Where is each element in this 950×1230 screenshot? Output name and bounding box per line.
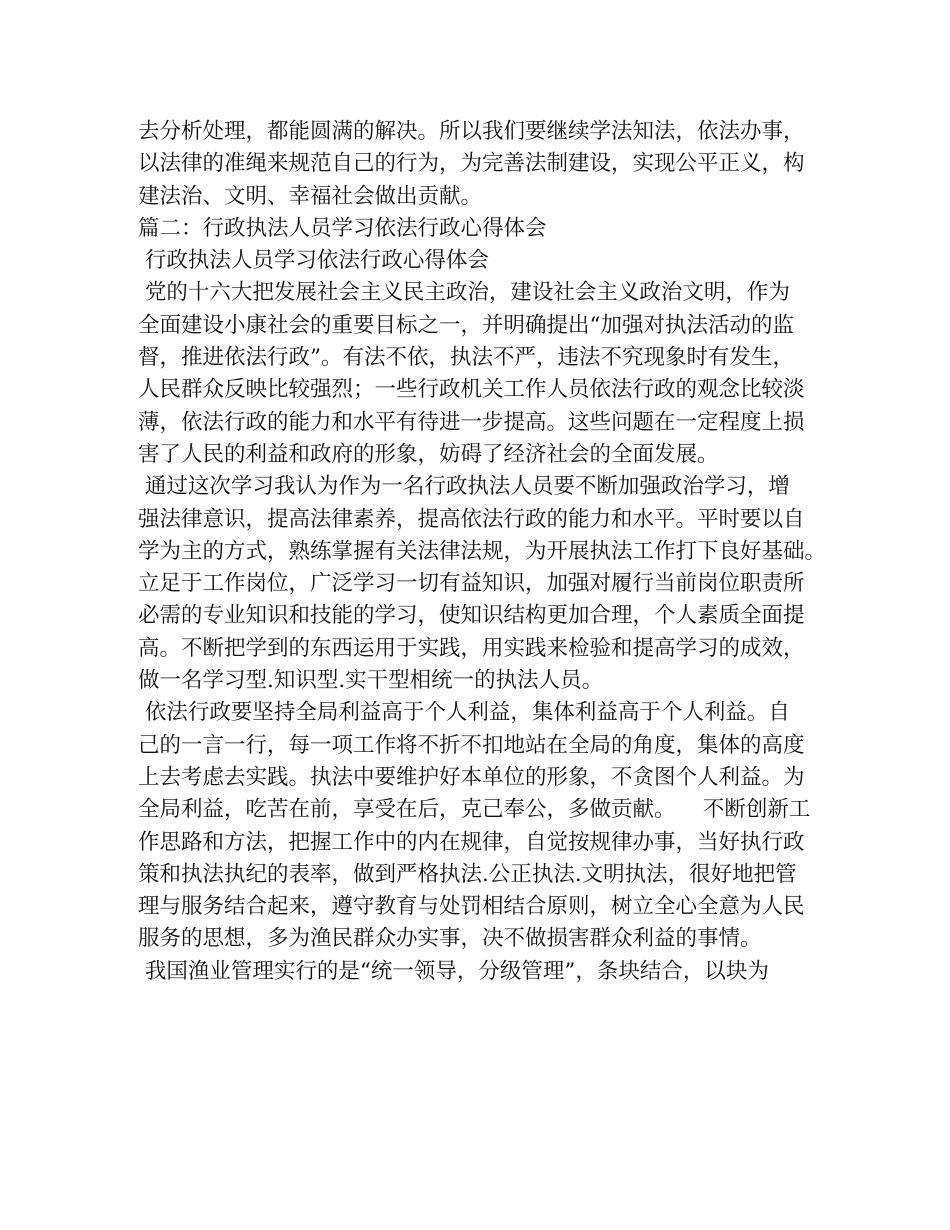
text-line: 建法治、文明、幸福社会做出贡献。 (138, 183, 483, 209)
text-line: 全局利益，吃苦在前，享受在后，克己奉公，多做贡献。 不断创新工 (138, 797, 811, 823)
text-line: 以法律的准绳来规范自己的行为，为完善法制建设，实现公平正义，构 (138, 151, 805, 177)
text-line: 党的十六大把发展社会主义民主政治，建设社会主义政治文明，作为 (138, 280, 790, 306)
text-line: 上去考虑去实践。执法中要维护好本单位的形象，不贪图个人利益。为 (138, 764, 805, 790)
text-line: 高。不断把学到的东西运用于实践，用实践来检验和提高学习的成效， (138, 635, 805, 661)
text-line: 强法律意识，提高法律素养，提高依法行政的能力和水平。平时要以自 (138, 506, 805, 532)
text-line: 服务的思想，多为渔民群众办实事，决不做损害群众利益的事情。 (138, 926, 762, 952)
text-line: 去分析处理，都能圆满的解决。所以我们要继续学法知法，依法办事， (138, 119, 805, 144)
text-line: 立足于工作岗位，广泛学习一切有益知识，加强对履行当前岗位职责所 (138, 571, 805, 597)
text-line: 薄，依法行政的能力和水平有待进一步提高。这些问题在一定程度上损 (138, 409, 805, 435)
text-line: 做一名学习型.知识型.实干型相统一的执法人员。 (138, 668, 604, 694)
text-line: 作思路和方法，把握工作中的内在规律，自觉按规律办事，当好执行政 (138, 829, 805, 855)
section-heading: 篇二：行政执法人员学习依法行政心得体会 (138, 215, 547, 241)
article-title: 行政执法人员学习依法行政心得体会 (138, 248, 489, 274)
text-line: 我国渔业管理实行的是“统一领导，分级管理”，条块结合，以块为 (138, 958, 769, 984)
document-body (138, 116, 828, 988)
text-line: 人民群众反映比较强烈；一些行政机关工作人员依法行政的观念比较淡 (138, 377, 805, 403)
text-line: 通过这次学习我认为作为一名行政执法人员要不断加强政治学习，增 (138, 474, 790, 500)
text-line: 督，推进依法行政”。有法不依，执法不严，违法不究现象时有发生， (138, 345, 794, 371)
text-line: 必需的专业知识和技能的学习，使知识结构更加合理，个人素质全面提 (138, 603, 805, 629)
text-line: 害了人民的利益和政府的形象，妨碍了经济社会的全面发展。 (138, 441, 719, 467)
text-line: 策和执法执纪的表率，做到严格执法.公正执法.文明执法，很好地把管 (138, 861, 797, 887)
text-line: 学为主的方式，熟练掌握有关法律法规，为开展执法工作打下良好基础。 (138, 538, 827, 564)
text-line: 己的一言一行，每一项工作将不折不扣地站在全局的角度，集体的高度 (138, 732, 805, 758)
text-line: 全面建设小康社会的重要目标之一，并明确提出“加强对执法活动的监 (138, 312, 794, 338)
text-line: 理与服务结合起来，遵守教育与处罚相结合原则，树立全心全意为人民 (138, 894, 805, 920)
text-line: 依法行政要坚持全局利益高于个人利益，集体利益高于个人利益。自 (138, 700, 790, 726)
